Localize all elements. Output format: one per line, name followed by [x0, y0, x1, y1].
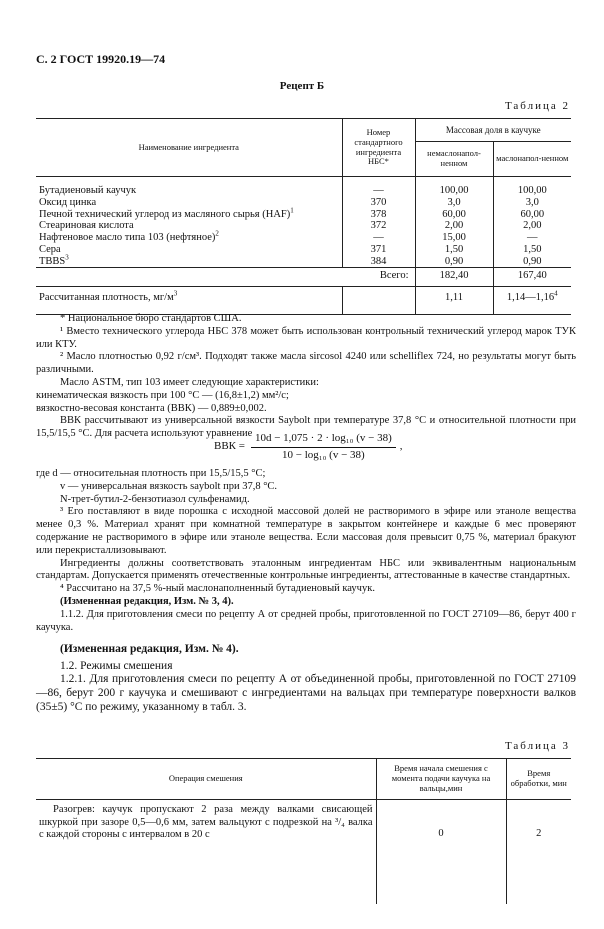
table-row: TBBS$^3$ 384 0,90 0,90 [36, 256, 571, 268]
edit-note-2: (Измененная редакция, Изм. № 4). [60, 643, 239, 656]
table-2 [36, 118, 571, 315]
section-1-2: 1.2. Режимы смешения [60, 660, 173, 673]
astm-viscosity: кинематическая вязкость при 100 °С — (16,8±1,2) мм²/с; [36, 389, 289, 401]
col-nonoil: немаслонапол-ненном [415, 142, 493, 177]
para-1-2-1: 1.2.1. Для приготовления смеси по рецепту А от объединенной пробы, приготовленной по ГОСТ 27109—86, берут 200 г каучука и смешивают с ингредиентами на вальцах при температуре поверхности валков (35±5) °С по режиму, указанному в табл. 3. [36, 673, 576, 713]
table-row: Бутадиеновый каучук — 100,00 100,00 [36, 185, 571, 197]
note-4: ⁴ Рассчитано на 37,5 %-ный маслонаполненный бутадиеновый каучук. [60, 583, 375, 595]
note-2: ² Масло плотностью 0,92 г/см³. Подходят также масла sircosol 4240 или schelliflex 724, но результаты могут быть различными. [36, 351, 576, 376]
para-1-1-2: 1.1.2. Для приготовления смеси по рецепту А от средней пробы, приготовленной по ГОСТ 27109—86, берут 400 г каучука. [36, 608, 576, 633]
col-ingredient-name: Наименование ингредиента [36, 119, 342, 177]
col-operation: Операция смешения [168, 773, 243, 784]
table-3 [36, 758, 571, 904]
note-1: ¹ Вместо технического углерода НБС 378 может быть использован контрольный технический углерод марок ТУК или КТУ. [36, 325, 576, 350]
table-row: Разогрев: каучук пропускают 2 раза между валками свисающей шкуркой при зазоре 0,5—0,6 мм, затем вальцуют с подрезкой на ³/₄ валка с каждой стороны с интервалом в 20 с 0 2 [36, 800, 571, 846]
table-row: Нафтеновое масло типа 103 (нефтяное)$^2$ — 15,00 — [36, 232, 571, 244]
col-start-time: Время начала смешения с момента подачи каучука на вальцы,мин [376, 759, 506, 800]
vvk-formula: ВВК = $\frac{\text{10d − 1,075 · 2 · log₁₀ (v − 38)}}{\text{10 − log₁₀ (v − 38)}}$ , [214, 432, 403, 461]
table2-label: Таблица 2 [504, 100, 570, 112]
table-row: Печной технический углерод из масляного сырья (HAF)$^1$ 378 60,00 60,00 [36, 209, 571, 221]
where-d: где d — относительная плотность при 15,5/15,5 °С; [36, 468, 266, 479]
tbbs-name: N-трет-бутил-2-бензотиазол сульфенамид. [60, 493, 250, 505]
table-row: Сера 371 1,50 1,50 [36, 244, 571, 256]
note-star: * Национальное бюро стандартов США. [60, 313, 242, 324]
note-3: ³ Его поставляют в виде порошка с исходной массовой долей не растворимого в эфире или этаноле вещества менее 0,3 %. Материал хранят при комнатной температуре в закрытом контейнере и каждые 6 мес проверяют содержание не растворимого в эфире или этаноле вещества. Если массовая доля превысит 0,75 %, материал бракуют или перекристаллизовывают. [36, 506, 576, 556]
where-v: v — универсальная вязкость saybolt при 37,8 °С. [60, 480, 278, 492]
vvk-description: ВВК рассчитывают из универсальной вязкости Saybolt при температуре 37,8 °С и относительной плотности при 15,5/15,5 °С. Для расчета используют уравнение [36, 415, 576, 440]
formula-numerator: 10d − 1,075 · 2 · log₁₀ (v − 38) [251, 432, 396, 448]
col-processing-time: Время обработки, мин [506, 759, 571, 800]
col-ingredient-number: Номер стандартного ингредиента НБС* [342, 119, 415, 177]
table-row: Оксид цинка 370 3,0 3,0 [36, 197, 571, 209]
formula-denominator: 10 − log₁₀ (v − 38) [282, 448, 365, 461]
table3-label: Таблица 3 [504, 740, 570, 752]
col-mass-share: Массовая доля в каучуке [415, 119, 571, 142]
recipe-title: Рецепт Б [279, 80, 325, 92]
table-density-row: Рассчитанная плотность, $мг/м^3$ 1,11 1,14—1,16$^4$ [36, 287, 571, 315]
table-row: Стеариновая кислота 372 2,00 2,00 [36, 220, 571, 232]
astm-constant: вязкостно-весовая константа (ВВК) — 0,889±0,002. [36, 402, 267, 414]
col-oil: маслонапол-ненном [493, 142, 571, 177]
ingredients-requirement: Ингредиенты должны соответствовать эталонным ингредиентам НБС или эквивалентным национальным стандартам. Допускается применять отечественные контрольные ингредиенты, аттестованные в качестве стандартных. [36, 557, 576, 582]
footnotes-block [36, 313, 576, 441]
table-total-row: Всего: 182,40 167,40 [36, 268, 571, 287]
edit-note-1: (Измененная редакция, Изм. № 3, 4). [60, 595, 234, 607]
astm-intro: Масло ASTM, тип 103 имеет следующие характеристики: [60, 376, 319, 388]
notes-continued [36, 468, 576, 715]
page-header: С. 2 ГОСТ 19920.19—74 [36, 52, 166, 66]
